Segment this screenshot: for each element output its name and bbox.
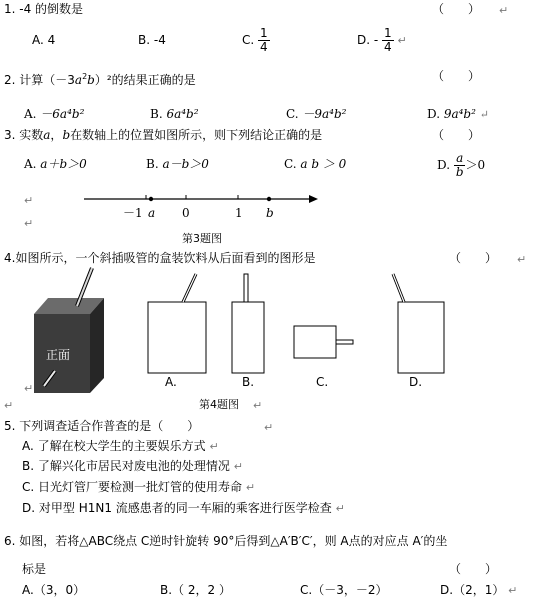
number-line [84, 195, 318, 203]
q3-figure-caption: 第3题图 [182, 232, 222, 245]
option-b-figure [232, 274, 264, 373]
q3-option-b: B. a－b＞0 [146, 157, 209, 171]
paragraph-mark-icon: ↵ [499, 4, 509, 17]
paragraph-mark-icon: ↵ [233, 460, 243, 473]
q6-option-d: D.（2，1） ↵ [440, 583, 518, 597]
axis-label-a: a [148, 206, 156, 220]
option-c-figure [294, 326, 353, 358]
point-a-dot [149, 197, 153, 201]
paragraph-mark-icon: ↵ [24, 382, 34, 395]
q5-option-b: B. 了解兴化市居民对废电池的处理情况 ↵ [22, 459, 243, 473]
q5-option-d: D. 对甲型 H1N1 流感患者的同一车厢的乘客进行医学检查 ↵ [22, 501, 345, 515]
q4-option-d-label: D. [409, 375, 423, 389]
fraction: $\frac{a}{b}$ [455, 151, 464, 179]
q1-option-c: C. $\frac{1}{4}$ [242, 26, 268, 54]
paragraph-mark-icon: ↵ [245, 481, 256, 494]
q2-answer-paren: （ ） [432, 69, 481, 83]
q4-answer-paren: （ ） [449, 251, 498, 265]
paragraph-mark-icon: ↵ [4, 399, 14, 412]
q6-answer-paren: （ ） [449, 562, 498, 576]
paragraph-mark-icon: ↵ [24, 217, 34, 230]
q5-option-c: C. 日光灯管厂要检测一批灯管的使用寿命 ↵ [22, 480, 256, 494]
q3-answer-paren: （ ） [432, 128, 481, 142]
paragraph-mark-icon: ↵ [335, 502, 345, 515]
q6-option-c: C.（－3，－2） [300, 583, 388, 597]
paragraph-mark-icon: ↵ [209, 440, 219, 453]
paragraph-mark-icon: ↵ [508, 584, 518, 597]
juice-box-3d [34, 268, 104, 393]
paragraph-mark-icon: ↵ [24, 194, 34, 207]
paragraph-mark-icon: ↵ [264, 421, 274, 434]
axis-label-neg1: －1 [123, 206, 143, 220]
q1-option-a: A. 4 [32, 33, 56, 47]
q4-option-c-label: C. [316, 375, 329, 389]
q1-answer-paren: （ ） [432, 2, 481, 16]
paragraph-mark-icon: ↵ [479, 108, 489, 121]
q2-option-c: C. －9a⁴b² [286, 107, 347, 121]
q2-option-b: B. 6a⁴b² [150, 107, 199, 121]
q4-stem: 4.如图所示，一个斜插吸管的盒装饮料从后面看到的图形是 [4, 251, 316, 265]
axis-label-1: 1 [235, 206, 243, 220]
q1-option-b: B. -4 [138, 33, 166, 47]
option-a-figure [148, 274, 206, 373]
q6-option-b: B.（ 2，2 ） [160, 583, 231, 597]
fraction: $\frac{1}{4}$ [384, 26, 392, 54]
q4-option-a-label: A. [165, 375, 177, 389]
q3-option-a: A. a＋b＞0 [24, 157, 87, 171]
axis-arrow-icon [309, 195, 318, 203]
q6-stem-line2: 标是 [22, 562, 47, 576]
q5-option-a: A. 了解在校大学生的主要娱乐方式 ↵ [22, 439, 219, 453]
paragraph-mark-icon: ↵ [517, 253, 527, 266]
paragraph-mark-icon: ↵ [397, 34, 407, 47]
juice-box-front-label: 正面 [46, 348, 71, 362]
q6-option-a: A.（3，0） [22, 583, 86, 597]
q2-option-a: A. －6a⁴b² [24, 107, 85, 121]
q6-stem: 6. 如图，若将△ABC绕点 C逆时针旋转 90°后得到△A′B′C′，则 A点的对应点 A′的坐 [4, 534, 448, 548]
q3-option-c: C. a b ＞ 0 [284, 157, 347, 171]
paragraph-mark-icon: ↵ [253, 399, 263, 412]
q3-stem: 3. 实数a，b在数轴上的位置如图所示，则下列结论正确的是 [4, 128, 323, 142]
option-d-figure [393, 274, 444, 373]
q2-option-d: D. 9a⁴b² ↵ [427, 107, 489, 121]
q1-stem: 1. -4 的倒数是 [4, 2, 84, 16]
q1-option-d: D. - $\frac{1}{4}$ ↵ [357, 26, 407, 54]
q2-stem: 2. 计算$(-3a^2b)^2$的结果正确的是 [4, 72, 196, 87]
q3-option-d: D. $\frac{a}{b}$ ＞0 [437, 151, 486, 179]
q4-option-b-label: B. [242, 375, 255, 389]
q4-figure-caption: 第4题图 [199, 398, 239, 411]
point-b-dot [267, 197, 271, 201]
axis-label-0: 0 [182, 206, 190, 220]
fraction: $\frac{1}{4}$ [260, 26, 268, 54]
axis-label-b: b [266, 206, 274, 220]
q5-stem: 5. 下列调查适合作普查的是（ ） [4, 419, 200, 433]
